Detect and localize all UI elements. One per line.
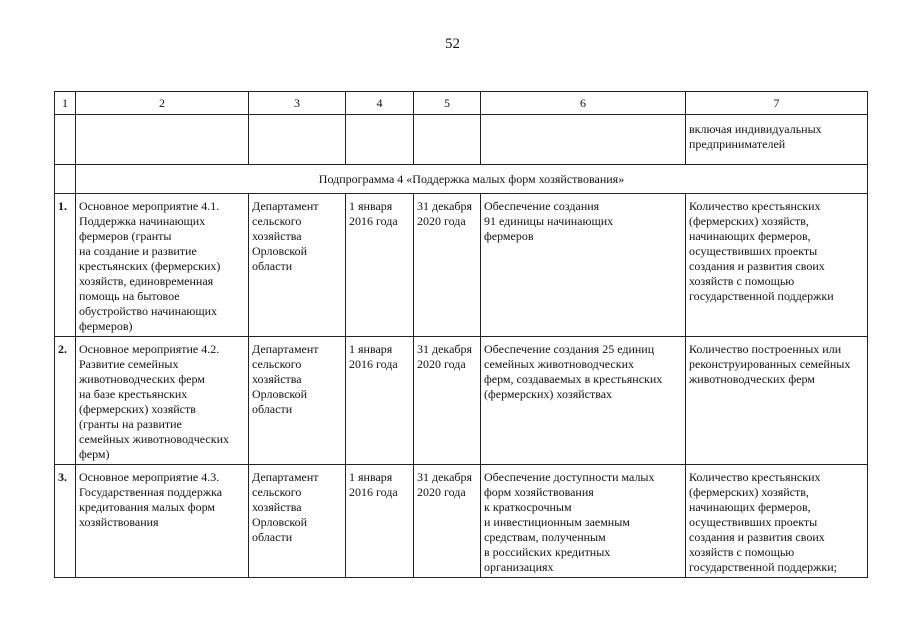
start-date-text: 1 января 2016 года: [349, 470, 398, 499]
empty-cell: [414, 115, 481, 165]
indicator-text: Количество крестьянских (фермерских) хозяйств, начинающих фермеров, осуществивших проекты создания и развития своих хозяйств с помощью государственной поддержки;: [689, 470, 838, 574]
indicator-cell: [686, 194, 868, 337]
result-text: Обеспечение создания 91 единицы начинающих фермеров: [484, 199, 614, 243]
end-date-text: 31 декабря 2020 года: [417, 199, 473, 228]
table-row: [55, 465, 868, 578]
indicator-cell: [686, 337, 868, 465]
continuation-row: [55, 115, 868, 165]
executor-cell: [249, 465, 346, 578]
column-header: 2: [76, 92, 249, 115]
start-date-text: 1 января 2016 года: [349, 199, 398, 228]
row-number: 2.: [55, 337, 76, 465]
measure-text: Основное мероприятие 4.2. Развитие семейных животноводческих ферм на базе крестьянских (фермерских) хозяйств (гранты на развитие семейных животноводческих ферм): [79, 342, 230, 461]
column-header: 4: [346, 92, 414, 115]
subprogram-row: [55, 165, 868, 194]
column-header: 3: [249, 92, 346, 115]
executor-text: Департамент сельского хозяйства Орловской области: [252, 199, 319, 273]
end-date-text: 31 декабря 2020 года: [417, 342, 473, 371]
empty-cell: [249, 115, 346, 165]
column-number-header-row: [55, 92, 868, 115]
measure-text: Основное мероприятие 4.1. Поддержка начинающих фермеров (гранты на создание и развитие крестьянских (фермерских) хозяйств, единовременная помощь на бытовое обустройство начинающих фермеров): [79, 199, 221, 333]
empty-cell: [55, 165, 76, 194]
result-cell: [481, 465, 686, 578]
empty-cell: [55, 115, 76, 165]
empty-cell: [481, 115, 686, 165]
table-row: [55, 194, 868, 337]
empty-cell: [76, 115, 249, 165]
empty-cell: [346, 115, 414, 165]
column-header: 6: [481, 92, 686, 115]
executor-cell: [249, 194, 346, 337]
executor-cell: [249, 337, 346, 465]
indicator-cell: [686, 115, 868, 165]
row-number: 1.: [55, 194, 76, 337]
end-date-cell: [414, 194, 481, 337]
indicator-cell: [686, 465, 868, 578]
indicator-text: Количество крестьянских (фермерских) хозяйств, начинающих фермеров, осуществивших проекты создания и развития своих хозяйств с помощью государственной поддержки: [689, 199, 834, 303]
start-date-cell: [346, 194, 414, 337]
measure-text: Основное мероприятие 4.3. Государственная поддержка кредитования малых форм хозяйствования: [79, 470, 223, 529]
measure-cell: [76, 337, 249, 465]
row-number: 3.: [55, 465, 76, 578]
executor-text: Департамент сельского хозяйства Орловской области: [252, 470, 319, 544]
end-date-cell: [414, 465, 481, 578]
column-header: 1: [55, 92, 76, 115]
indicator-text: Количество построенных или реконструированных семейных животноводческих ферм: [689, 342, 851, 386]
result-text: Обеспечение доступности малых форм хозяйствования к краткосрочным и инвестиционным заемным средствам, полученным в российских кредитных организациях: [484, 470, 655, 574]
result-cell: [481, 194, 686, 337]
column-header: 7: [686, 92, 868, 115]
start-date-cell: [346, 465, 414, 578]
program-table: [54, 91, 868, 578]
end-date-text: 31 декабря 2020 года: [417, 470, 473, 499]
measure-cell: [76, 194, 249, 337]
page-number: 52: [445, 36, 460, 52]
result-text: Обеспечение создания 25 единиц семейных животноводческих ферм, создаваемых в крестьянских (фермерских) хозяйствах: [484, 342, 663, 401]
table-row: [55, 337, 868, 465]
start-date-text: 1 января 2016 года: [349, 342, 398, 371]
executor-text: Департамент сельского хозяйства Орловской области: [252, 342, 319, 416]
column-header: 5: [414, 92, 481, 115]
result-cell: [481, 337, 686, 465]
start-date-cell: [346, 337, 414, 465]
subprogram-title: Подпрограмма 4 «Поддержка малых форм хозяйствования»: [76, 165, 868, 194]
end-date-cell: [414, 337, 481, 465]
measure-cell: [76, 465, 249, 578]
indicator-text: включая индивидуальных предпринимателей: [689, 122, 822, 151]
